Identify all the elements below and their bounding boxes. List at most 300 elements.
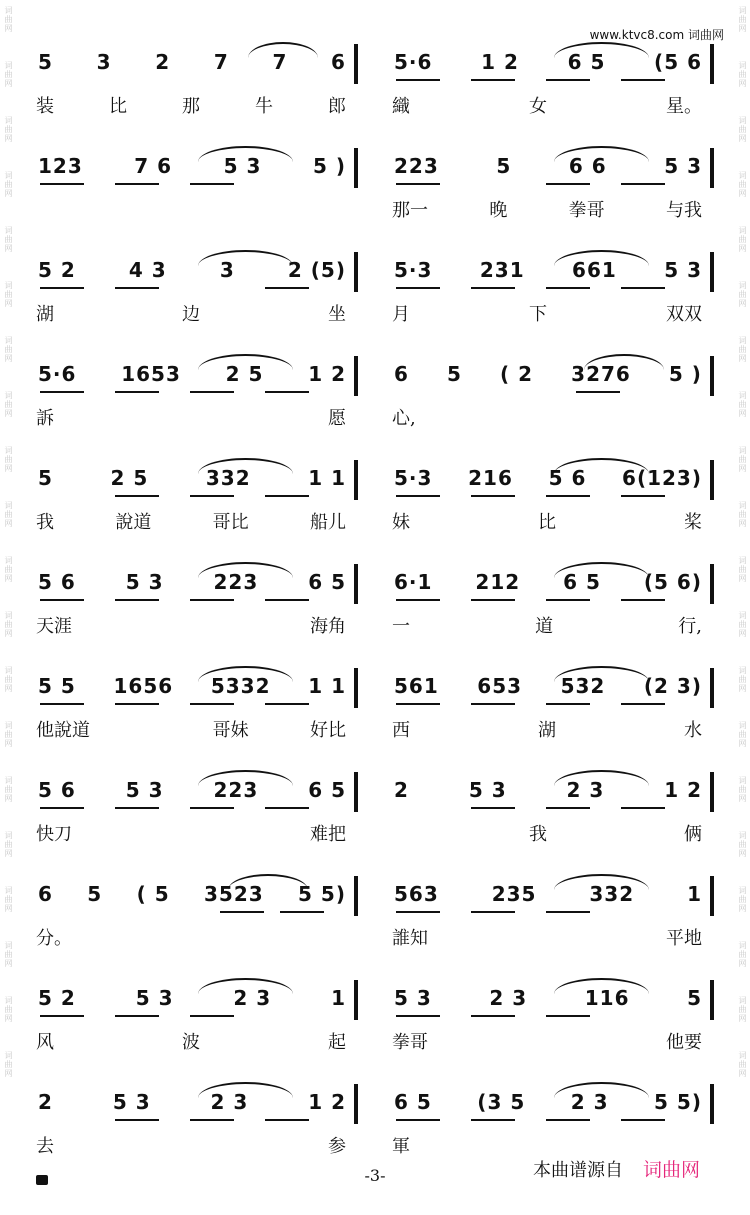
beam-underline [471,79,515,81]
score-half-left [30,550,346,654]
beam-underline [546,79,590,81]
beam-underline [40,183,84,185]
notation-line [394,50,702,74]
lyric-syllable: 参 [328,1136,346,1157]
score-half-right [386,238,702,342]
note-group: 2 [394,778,409,802]
beam-underline [396,495,440,497]
note-group: (5 6 [654,50,702,74]
slur-arc [554,458,649,474]
note-group: 1 [331,986,346,1010]
beam-underline [265,703,309,705]
slur-arc [248,42,318,58]
page-number: -3- [364,1166,386,1185]
beam-underline [115,807,159,809]
score-half-right [386,446,702,550]
barline [354,1084,358,1124]
lyric-line [36,820,346,846]
source-brand[interactable]: 词曲网 [642,1159,700,1181]
beam-underline [396,1119,440,1121]
notation-line [394,986,702,1010]
score-half-left [30,238,346,342]
beam-underline [621,599,665,601]
lyric-line [36,924,346,950]
lyric-syllable: 星。 [666,96,702,117]
watermark-text: 词曲网 [738,226,747,253]
watermark-text: 词曲网 [4,886,13,913]
note-group: 661 [572,258,617,282]
beam-underline [40,807,84,809]
watermark-left [0,0,16,1215]
lyric-syllable: 我 [529,824,547,845]
slur-arc [198,978,293,994]
watermark-text: 词曲网 [738,501,747,528]
lyric-syllable: 波 [182,1032,200,1053]
score-system [30,446,720,550]
lyric-syllable: 比 [109,96,127,117]
notation-line [394,882,702,906]
watermark-text: 词曲网 [738,336,747,363]
watermark-text: 词曲网 [4,226,13,253]
beam-underline [576,391,620,393]
notation-line [394,1090,702,1114]
notation-line [394,466,702,490]
notation-line [394,778,702,802]
lyric-line [36,1132,346,1158]
note-group: 5 3 [394,986,432,1010]
beam-underline [190,1119,234,1121]
note-group: 1 1 [308,466,346,490]
score-system [30,238,720,342]
note-group: 5 2 [38,986,76,1010]
lyric-syllable: 海角 [310,616,346,637]
watermark-text: 词曲网 [4,556,13,583]
score-half-right [386,654,702,758]
lyric-syllable: 心, [392,408,416,429]
lyric-syllable: 他說道 [36,720,90,741]
lyric-syllable: 妹 [392,512,410,533]
slur-arc [554,770,649,786]
lyric-syllable: 装 [36,96,54,117]
lyric-line [36,92,346,118]
beam-underline [190,391,234,393]
slur-arc [198,250,293,266]
lyric-line [36,612,346,638]
lyric-syllable: 湖 [36,304,54,325]
note-group: 5 3 [112,1090,151,1114]
note-group: 5·6 [38,362,77,386]
score-half-left [30,134,346,238]
beam-underline [471,703,515,705]
lyric-line [392,612,702,638]
score-half-left [30,342,346,446]
beam-underline [621,1119,665,1121]
beam-underline [471,495,515,497]
watermark-text: 词曲网 [4,611,13,638]
beam-underline [471,287,515,289]
slur-arc [198,770,293,786]
watermark-text: 词曲网 [4,501,13,528]
watermark-text: 词曲网 [738,941,747,968]
barline [710,356,714,396]
score-system [30,30,720,134]
score-half-left [30,30,346,134]
note-group: ( 2 [500,362,534,386]
lyric-line [36,716,346,742]
lyric-syllable: 拳哥 [568,200,605,221]
note-group: 5 [687,986,702,1010]
notation-line [394,154,702,178]
score-half-right [386,342,702,446]
score-system [30,966,720,1070]
note-group: 5 3 [468,778,507,802]
watermark-text: 词曲网 [4,996,13,1023]
beam-underline [396,911,440,913]
note-group: 1 2 [308,1090,346,1114]
note-group: 2 3 [570,1090,609,1114]
lyric-syllable: 愿 [328,408,346,429]
barline [354,772,358,812]
beam-underline [40,599,84,601]
note-group: 2 3 [210,1090,249,1114]
score-half-left [30,758,346,862]
watermark-text: 词曲网 [738,721,747,748]
beam-underline [471,1015,515,1017]
lyric-syllable: 起 [328,1032,346,1053]
barline [354,980,358,1020]
lyric-syllable: 軍 [392,1136,410,1157]
lyric-syllable: 拳哥 [392,1032,428,1053]
note-group: 5 3 [223,154,262,178]
beam-underline [190,183,234,185]
note-group: 5 5 [38,674,76,698]
lyric-line [392,1028,702,1054]
beam-underline [621,807,665,809]
score-half-right [386,550,702,654]
barline [354,356,358,396]
notation-line [38,778,346,802]
note-group: 5 [38,466,53,490]
lyric-line [392,196,702,222]
beam-underline [115,1119,159,1121]
beam-underline [115,599,159,601]
site-url[interactable]: www.ktvc8.com 词曲网 [589,28,724,42]
note-group: 123 [38,154,83,178]
watermark-text: 词曲网 [4,391,13,418]
note-group: 5 [38,50,53,74]
jianpu-score [30,30,720,1157]
note-group: 216 [468,466,513,490]
lyric-syllable: 好比 [309,720,346,741]
lyric-syllable: 牛 [255,96,273,117]
note-group: 2 3 [489,986,528,1010]
lyric-syllable: 俩 [684,824,702,845]
slur-arc [554,666,649,682]
beam-underline [115,495,159,497]
beam-underline [621,703,665,705]
note-group: 5 5) [654,1090,702,1114]
note-group: 5 3 [135,986,174,1010]
notation-line [38,466,346,490]
beam-underline [265,495,309,497]
slur-arc [198,354,293,370]
beam-underline [265,599,309,601]
score-system [30,342,720,446]
lyric-syllable: 女 [529,96,547,117]
note-group: 3276 [571,362,631,386]
notation-line [38,362,346,386]
beam-underline [396,599,440,601]
note-group: 5 3 [664,258,702,282]
beam-underline [396,79,440,81]
lyric-syllable: 比 [538,512,556,533]
note-group: 235 [491,882,537,906]
watermark-text: 词曲网 [738,666,747,693]
note-group: 7 [213,50,229,74]
barline [354,564,358,604]
watermark-right [734,0,750,1215]
note-group: 6 [331,50,346,74]
watermark-text: 词曲网 [4,446,13,473]
lyric-syllable: 他要 [666,1032,702,1053]
slur-arc [198,1082,293,1098]
watermark-text: 词曲网 [4,666,13,693]
note-group: 6 5 [567,50,606,74]
note-group: 223 [394,154,439,178]
note-group: 5 2 [38,258,76,282]
note-group: 2 3 [566,778,605,802]
watermark-text: 词曲网 [738,6,747,33]
beam-underline [621,79,665,81]
note-group: 5 6 [38,778,76,802]
lyric-syllable: 說道 [115,512,152,533]
beam-underline [471,807,515,809]
slur-arc [554,250,649,266]
note-group: 1653 [121,362,181,386]
source-label: 本曲谱源自 [532,1160,623,1181]
lyric-syllable: 道 [535,616,554,637]
lyric-line [392,92,702,118]
barline [354,44,358,84]
lyric-syllable: 晚 [489,200,508,221]
note-group: 5·6 [394,50,433,74]
note-group: 1 1 [308,674,346,698]
beam-underline [265,391,309,393]
watermark-text: 词曲网 [4,831,13,858]
note-group: 212 [475,570,521,594]
note-group: 2 (5) [287,258,346,282]
note-group: 116 [584,986,630,1010]
note-group: 3 [219,258,235,282]
lyric-syllable: 月 [392,304,410,325]
beam-underline [115,703,159,705]
beam-underline [546,599,590,601]
barline [710,772,714,812]
note-group: 6 5 [308,778,346,802]
beam-underline [265,1119,309,1121]
barline [710,148,714,188]
watermark-text: 词曲网 [738,446,747,473]
barline [710,980,714,1020]
watermark-text: 词曲网 [738,886,747,913]
beam-underline [396,183,440,185]
score-half-right [386,966,702,1070]
barline [354,668,358,708]
slur-arc [554,874,649,890]
watermark-text: 词曲网 [4,171,13,198]
notation-line [38,258,346,282]
notation-line [38,154,346,178]
beam-underline [546,495,590,497]
barline [710,44,714,84]
note-group: 5 ) [312,154,346,178]
note-group: 5 3 [125,570,164,594]
beam-underline [471,1119,515,1121]
score-half-right [386,862,702,966]
notation-line [394,570,702,594]
lyric-syllable: 誰知 [392,928,428,949]
beam-underline [396,287,440,289]
note-group: 5 3 [664,154,702,178]
note-group: 5 6 [548,466,587,490]
note-group: 2 3 [233,986,272,1010]
beam-underline [546,807,590,809]
lyric-line [36,1028,346,1054]
note-group: 2 5 [225,362,264,386]
score-system [30,550,720,654]
slur-arc [554,42,649,58]
note-group: 1 2 [308,362,346,386]
barline [354,460,358,500]
beam-underline [396,1015,440,1017]
lyric-syllable: 哥妹 [212,720,249,741]
lyric-syllable: 桨 [684,512,702,533]
notation-line [38,674,346,698]
note-group: 1656 [113,674,174,698]
notation-line [38,1090,346,1114]
score-system [30,134,720,238]
note-group: 561 [394,674,439,698]
note-group: 6 5 [394,1090,432,1114]
note-group: 6 [38,882,53,906]
barline [710,252,714,292]
lyric-line [36,404,346,430]
lyric-syllable: 与我 [665,200,702,221]
watermark-text: 词曲网 [4,941,13,968]
lyric-syllable: 坐 [328,304,346,325]
slur-arc [228,874,308,890]
beam-underline [621,287,665,289]
notation-line [38,570,346,594]
lyric-syllable: 湖 [538,720,556,741]
beam-underline [190,495,234,497]
lyric-syllable: 双双 [666,304,702,325]
lyric-syllable: 織 [392,96,410,117]
note-group: 6(123) [622,466,702,490]
lyric-syllable: 分。 [36,928,72,949]
lyric-line [392,820,702,846]
note-group: 332 [205,466,251,490]
slur-arc [198,666,293,682]
note-group: 3523 [204,882,264,906]
note-group: 5 3 [125,778,164,802]
lyric-syllable: 訴 [36,408,54,429]
note-group: 1 [687,882,702,906]
note-group: (5 6) [643,570,702,594]
lyric-syllable: 郎 [328,96,346,117]
lyric-line [36,300,346,326]
note-group: 5 [496,154,512,178]
lyric-syllable: 一 [392,616,410,637]
beam-underline [115,287,159,289]
watermark-text: 词曲网 [738,996,747,1023]
source-credit [533,1155,700,1182]
note-group: 2 [38,1090,53,1114]
watermark-text: 词曲网 [4,281,13,308]
beam-underline [190,807,234,809]
note-group: 2 [155,50,171,74]
beam-underline [546,703,590,705]
score-system [30,654,720,758]
beam-underline [220,911,264,913]
watermark-text: 词曲网 [4,61,13,88]
beam-underline [546,183,590,185]
score-half-right [386,30,702,134]
beam-underline [265,287,309,289]
beam-underline [115,391,159,393]
note-group: 6 [394,362,409,386]
note-group: 5·3 [394,466,433,490]
beam-underline [546,911,590,913]
barline [354,252,358,292]
note-group: 5 [87,882,103,906]
barline [354,876,358,916]
lyric-syllable: 那一 [392,200,428,221]
note-group: ( 5 [136,882,170,906]
beam-underline [265,807,309,809]
score-system [30,862,720,966]
score-half-left [30,446,346,550]
watermark-text: 词曲网 [738,281,747,308]
lyric-line [392,404,702,430]
lyric-syllable: 行, [678,616,702,637]
beam-underline [471,599,515,601]
watermark-text: 词曲网 [738,391,747,418]
note-group: 2 5 [110,466,149,490]
watermark-text: 词曲网 [738,556,747,583]
note-group: (3 5 [477,1090,526,1114]
watermark-text: 词曲网 [4,721,13,748]
watermark-text: 词曲网 [738,831,747,858]
lyric-syllable: 下 [529,304,547,325]
note-group: 5332 [210,674,271,698]
barline [710,564,714,604]
watermark-text: 词曲网 [4,1051,13,1078]
note-group: 7 [272,50,288,74]
watermark-text: 词曲网 [4,776,13,803]
slur-arc [554,978,649,994]
note-group: 7 6 [134,154,173,178]
watermark-text: 词曲网 [738,61,747,88]
slur-arc [554,1082,649,1098]
lyric-line [392,508,702,534]
beam-underline [115,183,159,185]
note-group: (2 3) [643,674,702,698]
note-group: 6 6 [568,154,607,178]
note-group: 5 6 [38,570,76,594]
lyric-syllable: 水 [684,720,702,741]
note-group: 6 5 [308,570,346,594]
